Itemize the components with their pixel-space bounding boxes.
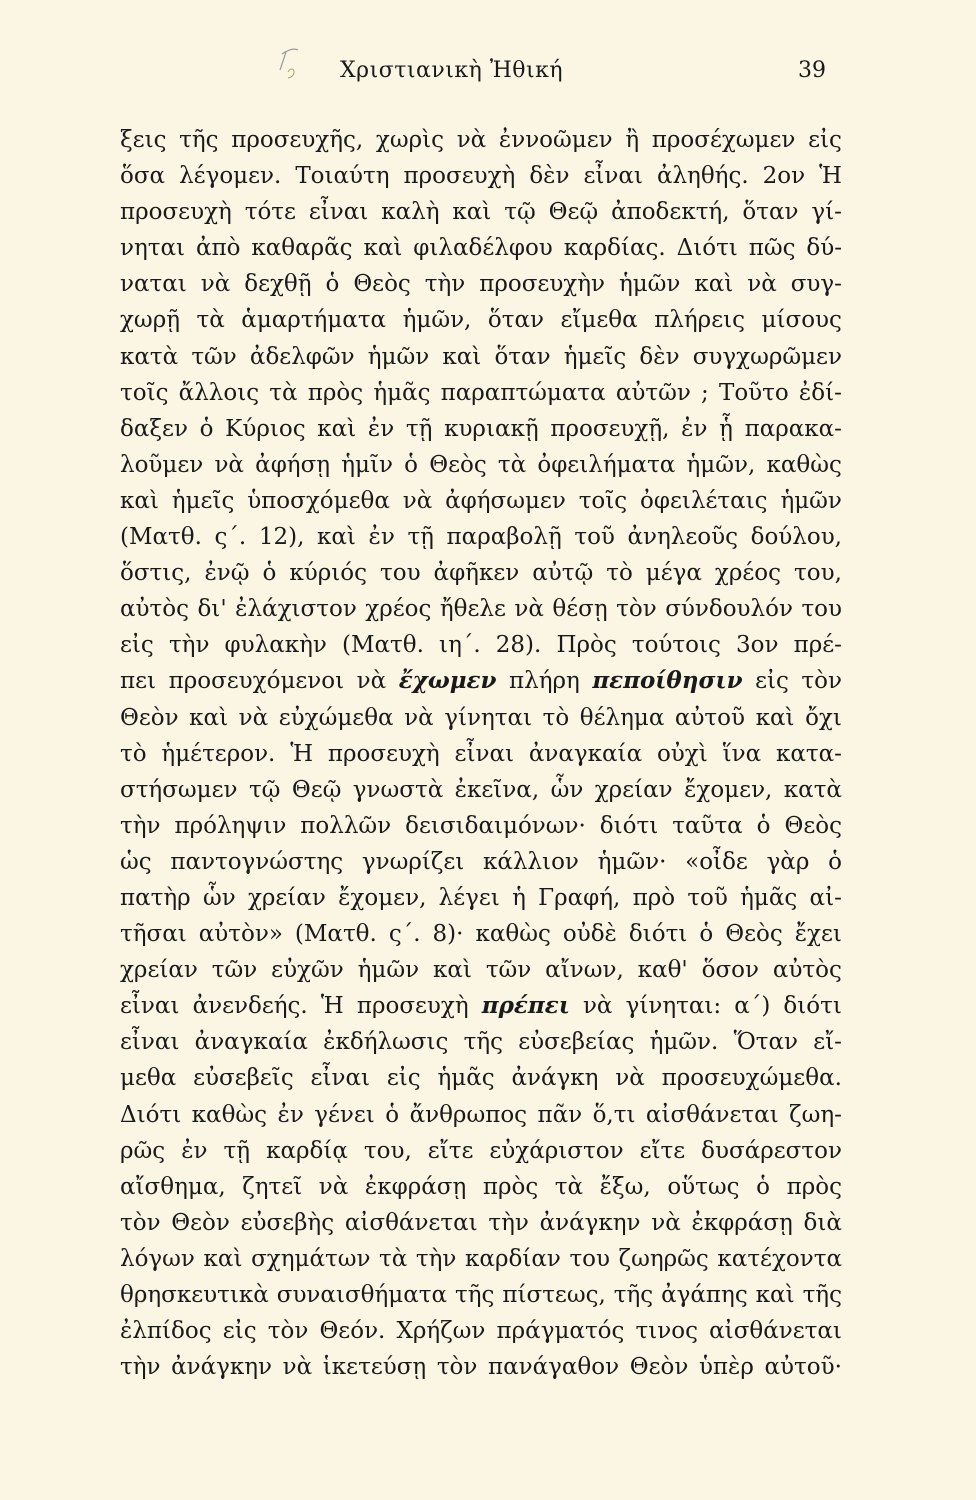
- text-line: τὴν πρόληψιν πολλῶν δεισιδαιμόνων· διότι ταῦτα ὁ Θεὸς: [120, 812, 842, 839]
- text-line: δαξεν ὁ Κύριος καὶ ἐν τῇ κυριακῇ προσευχῇ, ἐν ᾗ παρακα-: [120, 415, 842, 442]
- text-line: Θεὸν καὶ νὰ εὐχώμεθα νὰ γίνηται τὸ θέλημα αὐτοῦ καὶ ὄχι: [120, 704, 842, 731]
- text-line: ἐλπίδος εἰς τὸν Θεόν. Χρήζων πράγματός τινος αἰσθάνεται: [120, 1318, 842, 1345]
- text-line: ξεις τῆς προσευχῆς, χωρὶς νὰ ἐννοῶμεν ἢ προσέχωμεν εἰς: [120, 127, 842, 153]
- text-line: τὸν Θεὸν εὐσεβὴς αἰσθάνεται τὴν ἀνάγκην νὰ ἐκφράσῃ διὰ: [120, 1209, 842, 1236]
- text-line: τῆσαι αὐτὸν» (Ματθ. ς΄. 8)· καθὼς οὐδὲ διότι ὁ Θεὸς ἔχει: [120, 921, 842, 948]
- text-line: αὐτὸς δι' ἐλάχιστον χρέος ἤθελε νὰ θέσῃ τὸν σύνδουλόν του: [120, 596, 842, 623]
- text-line: ρῶς ἐν τῇ καρδίᾳ του, εἴτε εὐχάριστον εἴτε δυσάρεστον: [120, 1137, 842, 1164]
- text-line: τὴν ἀνάγκην νὰ ἱκετεύσῃ τὸν πανάγαθον Θεὸν ὑπὲρ αὐτοῦ·: [120, 1354, 842, 1381]
- text-line: νηται ἀπὸ καθαρᾶς καὶ φιλαδέλφου καρδίας. Διότι πῶς δύ-: [120, 235, 842, 262]
- text-line: προσευχὴ τότε εἶναι καλὴ καὶ τῷ Θεῷ ἀποδεκτή, ὅταν γί-: [120, 199, 842, 226]
- text-line: χρείαν τῶν εὐχῶν ἡμῶν καὶ τῶν αἴνων, καθ' ὅσον αὐτὸς: [120, 957, 842, 984]
- text-line: εἶναι ἀνενδεής. Ἡ προσευχὴ πρέπει νὰ γίνηται: α΄) διότι: [120, 992, 842, 1020]
- text-line: κατὰ τῶν ἀδελφῶν ἡμῶν καὶ ὅταν ἡμεῖς δὲν συγχωρῶμεν: [120, 343, 842, 370]
- text-line: (Ματθ. ς΄. 12), καὶ ἐν τῇ παραβολῇ τοῦ ἀνηλεοῦς δούλου,: [120, 524, 842, 551]
- text-line: λοῦμεν νὰ ἀφήσῃ ἡμῖν ὁ Θεὸς τὰ ὀφειλήματα ἡμῶν, καθὼς: [120, 451, 842, 478]
- text-line: εἶναι ἀναγκαία ἐκδήλωσις τῆς εὐσεβείας ἡμῶν. Ὅταν εἴ-: [120, 1029, 842, 1056]
- text-line: λόγων καὶ σχημάτων τὰ τὴν καρδίαν του ζωηρῶς κατέχοντα: [120, 1245, 842, 1272]
- page-number: 39: [798, 58, 826, 83]
- running-head: [0, 58, 976, 98]
- text-line: αἴσθημα, ζητεῖ νὰ ἐκφράσῃ πρὸς τὰ ἔξω, οὕτως ὁ πρὸς: [120, 1173, 842, 1200]
- text-line: Διότι καθὼς ἐν γένει ὁ ἄνθρωπος πᾶν ὅ,τι αἰσθάνεται ζωη-: [120, 1101, 842, 1128]
- body-text: [120, 122, 842, 1385]
- text-line: ὡς παντογνώστης γνωρίζει κάλλιον ἡμῶν· «οἶδε γὰρ ὁ: [120, 848, 842, 875]
- text-line: μεθα εὐσεβεῖς εἶναι εἰς ἡμᾶς ἀνάγκη νὰ προσευχώμεθα.: [120, 1065, 842, 1092]
- text-line: εἰς τὴν φυλακὴν (Ματθ. ιη΄. 28). Πρὸς τούτοις 3ον πρέ-: [120, 632, 842, 659]
- text-line: ὅστις, ἐνῷ ὁ κύριός του ἀφῆκεν αὐτῷ τὸ μέγα χρέος του,: [120, 560, 842, 587]
- text-line: πατὴρ ὧν χρείαν ἔχομεν, λέγει ἡ Γραφή, πρὸ τοῦ ἡμᾶς αἰ-: [120, 884, 842, 911]
- text-line: τὸ ἡμέτερον. Ἡ προσευχὴ εἶναι ἀναγκαία οὐχὶ ἵνα κατα-: [120, 740, 842, 767]
- text-line: ὅσα λέγομεν. Τοιαύτη προσευχὴ δὲν εἶναι ἀληθής. 2ον Ἡ: [120, 163, 842, 190]
- text-line: στήσωμεν τῷ Θεῷ γνωστὰ ἐκεῖνα, ὧν χρείαν ἔχομεν, κατὰ: [120, 776, 842, 803]
- running-title: Χριστιανικὴ Ἠθική: [340, 58, 564, 83]
- text-line: χωρῇ τὰ ἁμαρτήματα ἡμῶν, ὅταν εἴμεθα πλήρεις μίσους: [120, 307, 842, 334]
- text-line: πει προσευχόμενοι νὰ ἔχωμεν πλήρη πεποίθησιν εἰς τὸν: [120, 667, 842, 695]
- text-line: τοῖς ἄλλοις τὰ πρὸς ἡμᾶς παραπτώματα αὐτῶν ; Τοῦτο ἐδί-: [120, 379, 842, 406]
- text-line: ναται νὰ δεχθῇ ὁ Θεὸς τὴν προσευχὴν ἡμῶν καὶ νὰ συγ-: [120, 271, 842, 298]
- text-line: θρησκευτικὰ συναισθήματα τῆς πίστεως, τῆς ἀγάπης καὶ τῆς: [120, 1282, 842, 1308]
- text-line: καὶ ἡμεῖς ὑποσχόμεθα νὰ ἀφήσωμεν τοῖς ὀφειλέταις ἡμῶν: [120, 487, 842, 514]
